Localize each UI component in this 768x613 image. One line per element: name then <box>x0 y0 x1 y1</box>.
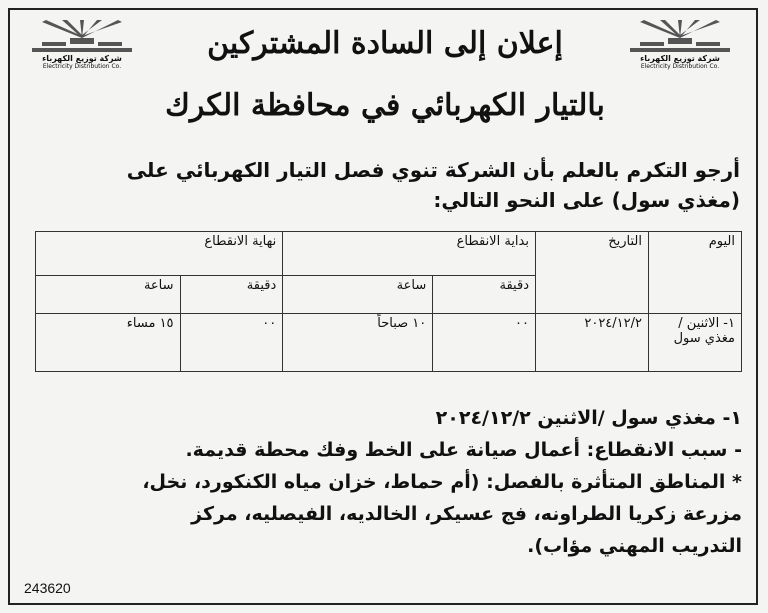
table-row <box>36 314 742 372</box>
header-start: بداية الانقطاع <box>283 232 536 276</box>
ad-number: 243620 <box>24 580 71 596</box>
header-day: اليوم <box>649 232 742 314</box>
logo-english-name: Electricity Distribution Co. <box>640 63 720 70</box>
intro-line-1: أرجو التكرم بالعلم بأن الشركة تنوي فصل التيار الكهربائي على <box>126 158 740 182</box>
cell-end-hour: ١٥ مساء <box>36 314 181 372</box>
header-end: نهاية الانقطاع <box>36 232 283 276</box>
note-line-1: ١- مغذي سول /الاثنين ٢٠٢٤/١٢/٢ <box>435 407 742 429</box>
logo-arabic-name: شركة توزيع الكهرباء <box>640 54 720 63</box>
schedule-table <box>35 231 742 372</box>
sunburst-logo-icon <box>630 20 730 54</box>
cell-end-minute: ٠٠ <box>180 314 283 372</box>
cell-date: ٢٠٢٤/١٢/٢ <box>536 314 649 372</box>
logo-english-name: Electricity Distribution Co. <box>42 63 122 70</box>
title-line-1: إعلان إلى السادة المشتركين <box>207 26 563 61</box>
intro-text <box>25 155 740 215</box>
cell-day: ١- الاثنين / مغذي سول <box>649 314 742 372</box>
cell-start-minute: ٠٠ <box>433 314 536 372</box>
header-start-minute: دقيقة <box>433 276 536 314</box>
note-line-5: التدريب المهني مؤاب). <box>527 535 742 557</box>
company-logo-right <box>630 20 730 80</box>
intro-line-2: (مغذي سول) على النحو التالي: <box>433 188 740 212</box>
notes-section <box>27 402 742 562</box>
header-date: التاريخ <box>536 232 649 314</box>
cell-start-hour: ١٠ صباحاً <box>283 314 433 372</box>
header-end-hour: ساعة <box>36 276 181 314</box>
logo-arabic-name: شركة توزيع الكهرباء <box>42 54 122 63</box>
note-line-4: مزرعة زكريا الطراونه، فج عسيكر، الخالديه، الفيصليه، مركز <box>191 503 742 525</box>
sunburst-logo-icon <box>32 20 132 54</box>
title-line-2: بالتيار الكهربائي في محافظة الكرك <box>165 88 605 123</box>
header-start-hour: ساعة <box>283 276 433 314</box>
header-end-minute: دقيقة <box>180 276 283 314</box>
company-logo-left <box>32 20 132 80</box>
note-line-3: * المناطق المتأثرة بالفصل: (أم حماط، خزان مياه الكنكورد، نخل، <box>142 471 742 493</box>
note-line-2: - سبب الانقطاع: أعمال صيانة على الخط وفك محطة قديمة. <box>185 439 742 461</box>
